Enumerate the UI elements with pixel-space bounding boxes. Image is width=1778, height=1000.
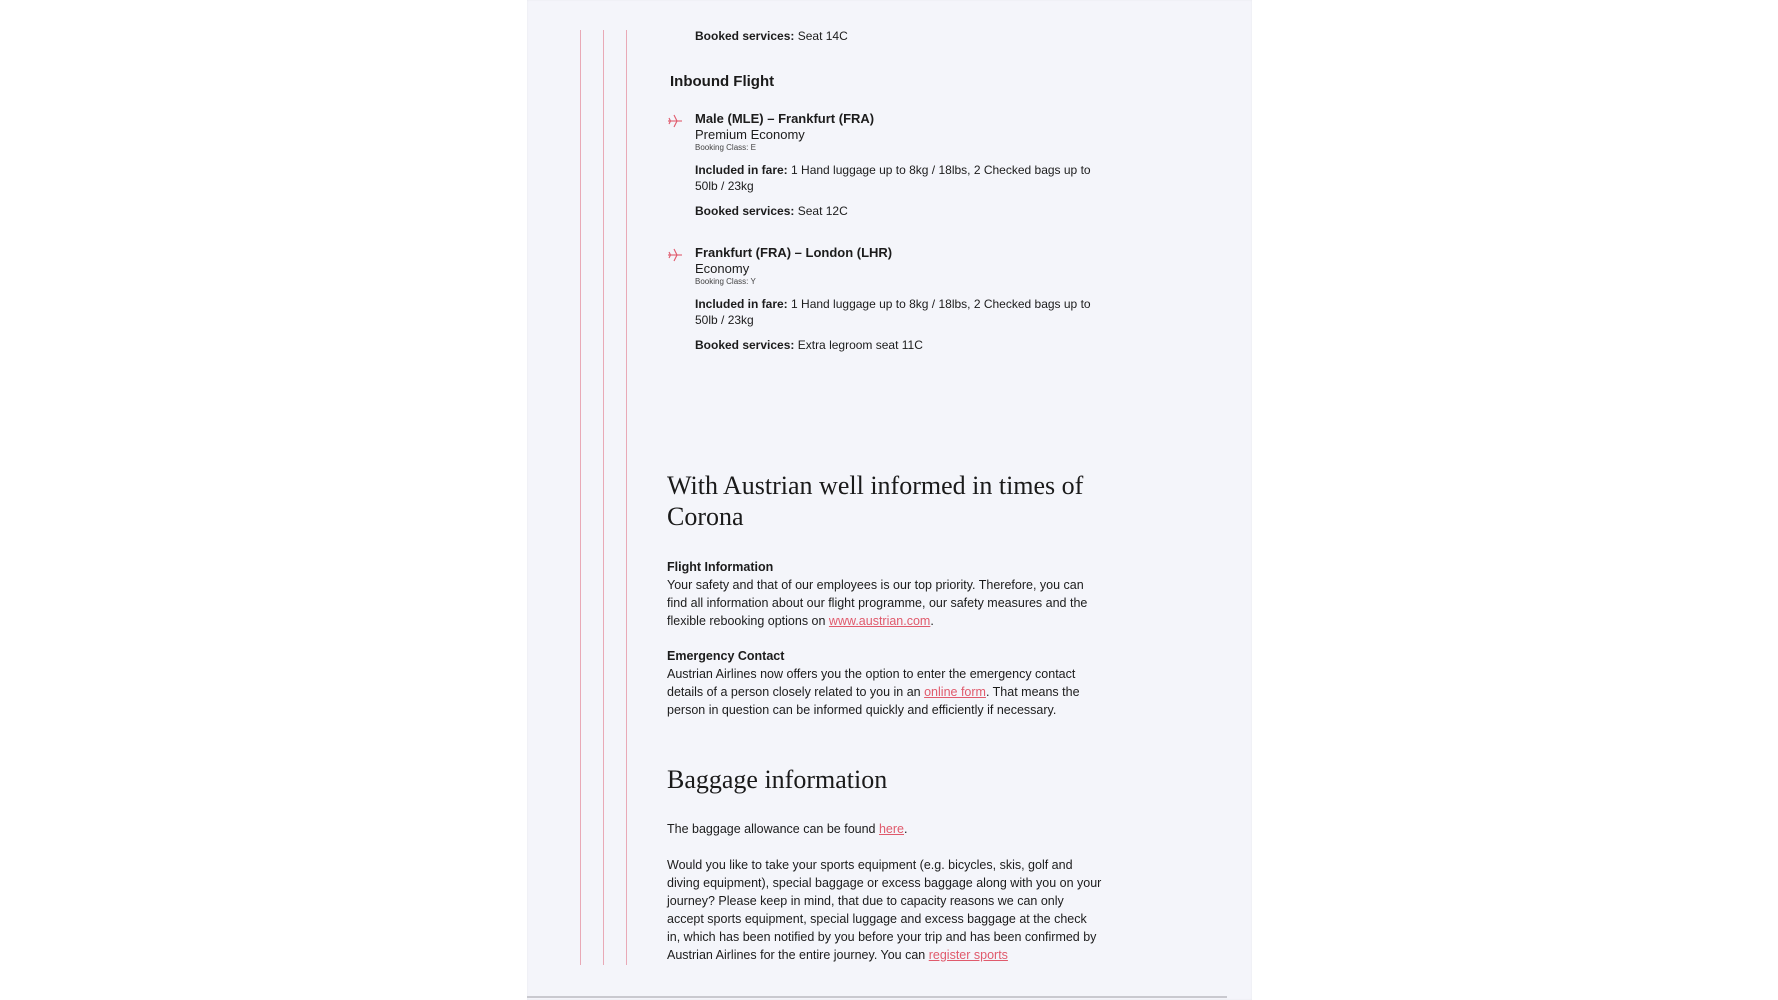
- margin-line-1: [580, 30, 581, 965]
- emergency-contact-section: [667, 647, 1099, 719]
- corona-heading: With Austrian well informed in times of Corona: [667, 471, 1084, 531]
- baggage-allowance-link[interactable]: here: [878, 822, 905, 836]
- emergency-contact-text: [667, 665, 1099, 719]
- flight-information-section: [667, 558, 1099, 630]
- page-edge: [527, 996, 1227, 998]
- booked-services-value: Seat 14C: [794, 29, 848, 43]
- baggage-heading: Baggage information: [667, 765, 888, 794]
- margin-line-3: [626, 30, 627, 965]
- baggage-allowance-body: The baggage allowance can be found: [667, 822, 879, 836]
- flight-information-title: Flight Information: [667, 560, 774, 574]
- included-label: Included in fare:: [695, 163, 788, 177]
- route: Frankfurt (FRA) – London (LHR): [695, 245, 893, 260]
- inbound-flight-heading: Inbound Flight: [670, 73, 775, 90]
- booked-services-label: Booked services:: [695, 338, 795, 352]
- flight-information-body: Your safety and that of our employees is our top priority. Therefore, you can find all information about our flight programme, our safety measures and the flexible rebooking options on: [667, 578, 1088, 628]
- cabin-class: Economy: [695, 261, 750, 276]
- included-in-fare: [695, 296, 1095, 328]
- booked-services-value: Extra legroom seat 11C: [794, 338, 923, 352]
- baggage-allowance-text: [667, 820, 1099, 838]
- booked-services-label: Booked services:: [695, 29, 795, 43]
- flight-leg-2: [695, 245, 1115, 353]
- margin-line-2: [603, 30, 604, 965]
- flight-information-text: [667, 576, 1099, 630]
- route: Male (MLE) – Frankfurt (FRA): [695, 111, 875, 126]
- emergency-contact-title: Emergency Contact: [667, 649, 785, 663]
- booked-services-value: Seat 12C: [794, 204, 848, 218]
- cabin-class: Premium Economy: [695, 127, 805, 142]
- emergency-contact-body: Austrian Airlines now offers you the option to enter the emergency contact details of a person closely related to you in an: [667, 667, 1076, 699]
- outbound-booked-services: [695, 28, 848, 44]
- plane-icon: [667, 113, 683, 129]
- sports-equipment-body: Would you like to take your sports equipment (e.g. bicycles, skis, golf and diving equipment), special baggage or excess baggage along with you on your journey? Please keep in mind, that due to capacity reasons we can only accept sports equipment, special luggage and excess baggage at the check in, which has been notified by you before your trip and has been confirmed by Austrian Airlines for the entire journey. You can: [667, 858, 1102, 962]
- included-in-fare: [695, 162, 1095, 194]
- plane-icon: [667, 247, 683, 263]
- included-value: 1 Hand luggage up to 8kg / 18lbs, 2 Checked bags up to 50lb / 23kg: [695, 163, 1091, 193]
- flight-information-end: .: [930, 614, 934, 628]
- booking-class: Booking Class: Y: [695, 277, 756, 286]
- baggage-allowance-end: .: [904, 822, 908, 836]
- sports-equipment-text: [667, 856, 1102, 964]
- booked-services: [695, 203, 1115, 219]
- austrian-website-link[interactable]: www.austrian.com: [828, 614, 931, 628]
- booked-services: [695, 337, 1115, 353]
- flight-leg-1: [695, 111, 1115, 219]
- register-sports-link[interactable]: register sports: [928, 948, 1008, 962]
- booking-class: Booking Class: E: [695, 143, 756, 152]
- booked-services-label: Booked services:: [695, 204, 795, 218]
- included-value: 1 Hand luggage up to 8kg / 18lbs, 2 Checked bags up to 50lb / 23kg: [695, 297, 1091, 327]
- included-label: Included in fare:: [695, 297, 788, 311]
- emergency-contact-end: . That means the person in question can be informed quickly and efficiently if necessary.: [667, 685, 1080, 717]
- online-form-link[interactable]: online form: [924, 685, 986, 699]
